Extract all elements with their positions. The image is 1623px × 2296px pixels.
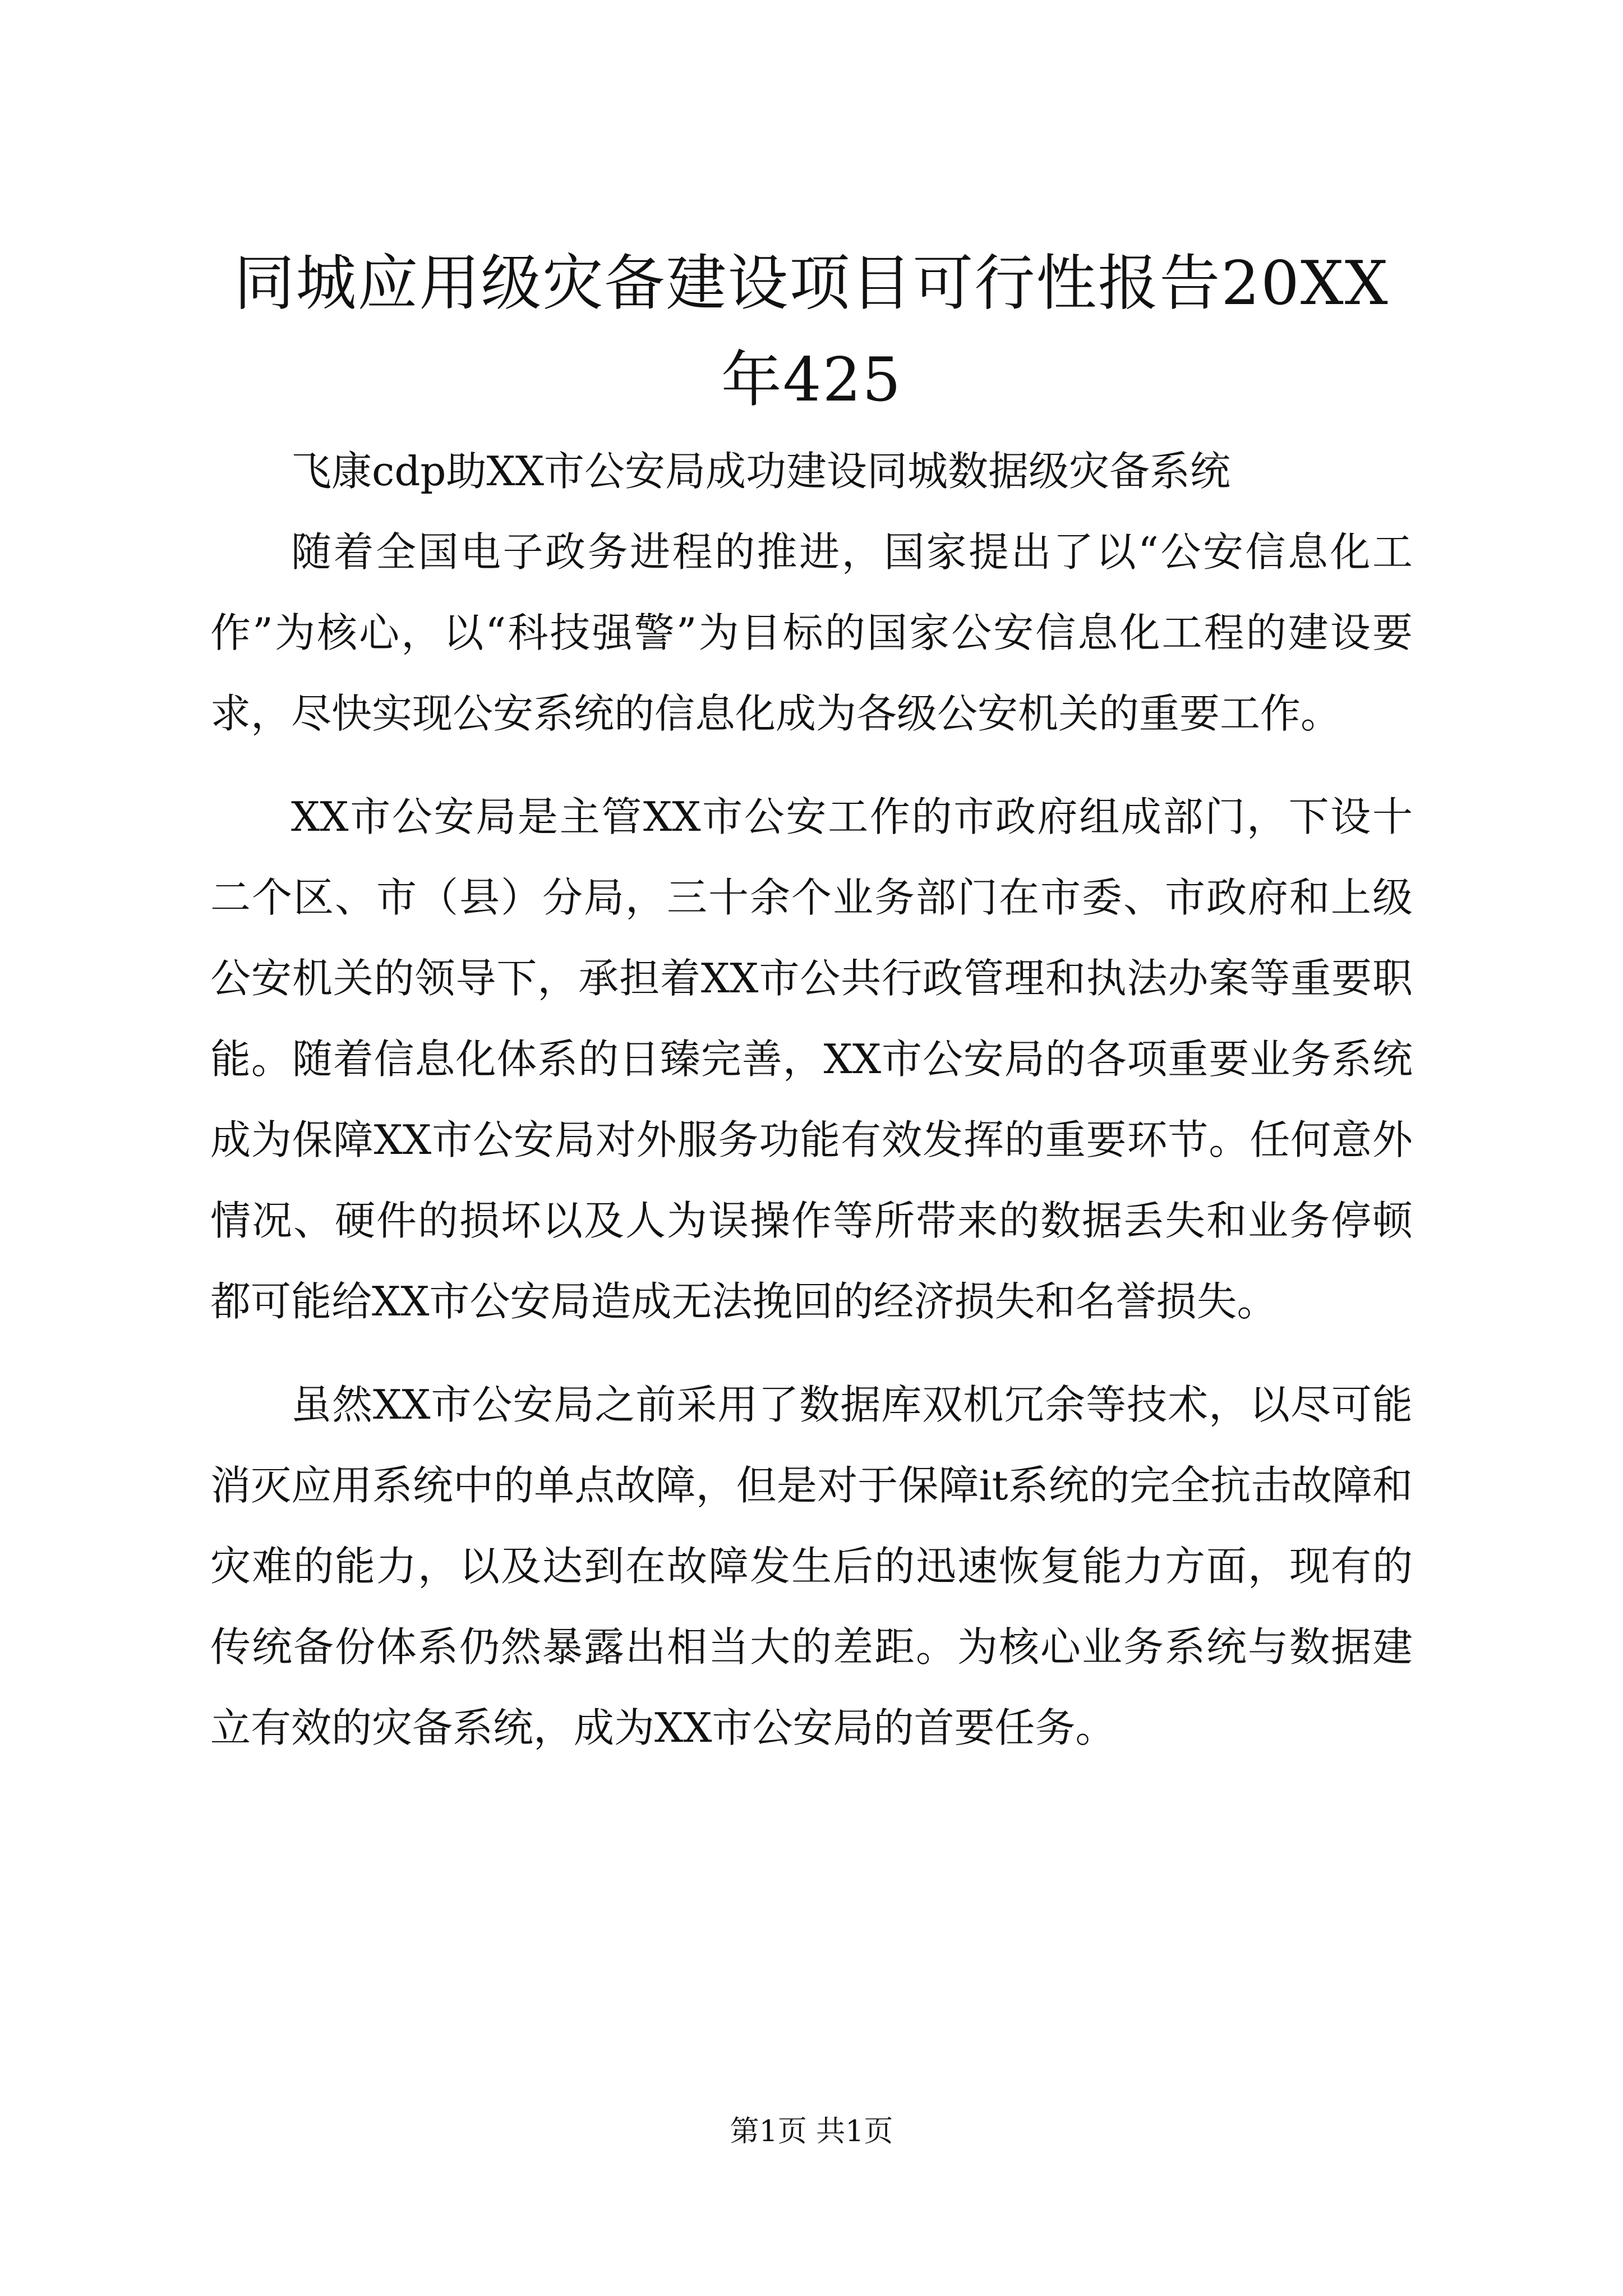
- paragraph-2: XX市公安局是主管XX市公安工作的市政府组成部门，下设十二个区、市（县）分局，三十余个业务部门在市委、市政府和上级公安机关的领导下，承担着XX市公共行政管理和执法办案等重要职能。随着信息化体系的日臻完善，XX市公安局的各项重要业务系统成为保障XX市公安局对外服务功能有效发挥的重要环节。任何意外情况、硬件的损坏以及人为误操作等所带来的数据丢失和业务停顿都可能给XX市公安局造成无法挽回的经济损失和名誉损失。: [210, 793, 1413, 1325]
- document-body: [210, 236, 1413, 1768]
- document-title: 同城应用级灾备建设项目可行性报告20XX年425: [234, 249, 1389, 415]
- paragraph-3: 虽然XX市公安局之前采用了数据库双机冗余等技术，以尽可能消灭应用系统中的单点故障，但是对于保障it系统的完全抗击故障和灾难的能力，以及达到在故障发生后的迅速恢复能力方面，现有的传统备份体系仍然暴露出相当大的差距。为核心业务系统与数据建立有效的灾备系统，成为XX市公安局的首要任务。: [210, 1381, 1413, 1751]
- page-number-footer: 第1页 共1页: [730, 2115, 893, 2148]
- subtitle-paragraph: 飞康cdp助XX市公安局成功建设同城数据级灾备系统: [291, 448, 1231, 495]
- paragraph-1: 随着全国电子政务进程的推进，国家提出了以“公安信息化工作”为核心，以“科技强警”为目标的国家公安信息化工程的建设要求，尽快实现公安系统的信息化成为各级公安机关的重要工作。: [210, 528, 1413, 737]
